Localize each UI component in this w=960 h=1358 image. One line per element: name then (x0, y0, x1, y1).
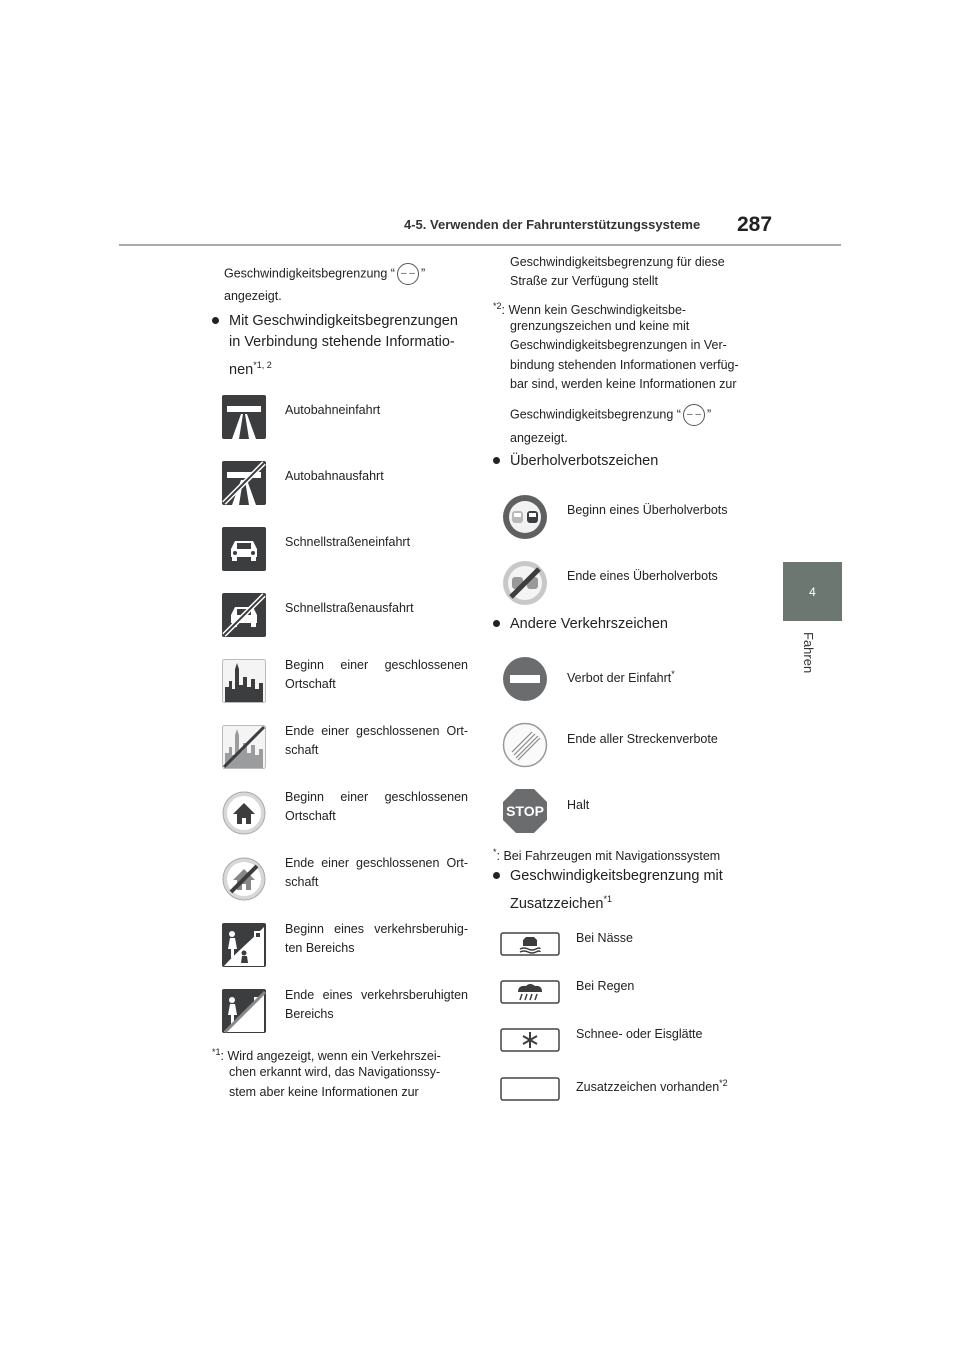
wet-road-plate-icon (500, 932, 560, 956)
motorway-exit-icon (222, 461, 266, 505)
supp-label-1: Bei Nässe (576, 931, 633, 945)
overtake-label-2: Ende eines Überholverbots (567, 569, 718, 583)
speed-info-heading (212, 311, 458, 381)
rain-plate-icon (500, 980, 560, 1004)
other-label-3: Halt (567, 798, 590, 812)
supp-label-3: Schnee- oder Eisglätte (576, 1027, 703, 1041)
footnote-2-mark: *2 (493, 301, 502, 311)
overtake-heading-text: Überholverbotszeichen (510, 453, 659, 469)
supp-heading (493, 866, 723, 915)
footnote-2-line2: grenzungszeichen und keine mit (510, 319, 690, 333)
header-rule (119, 244, 841, 246)
sign-label-10b: Bereichs (285, 1007, 334, 1021)
other-heading-text: Andere Verkehrszeichen (510, 616, 668, 632)
bullet-icon (493, 872, 500, 879)
footnote-2-line7: angezeigt. (510, 431, 568, 445)
sign-label-3: Schnellstraßeneinfahrt (285, 535, 411, 549)
footnote-2-line3: Geschwindigkeitsbegrenzungen in Ver- (510, 338, 727, 352)
intro-line1-end: ” (420, 266, 426, 281)
footnote-2-line5: bar sind, werden keine Informationen zur (510, 377, 737, 391)
sign-label-5b: Ortschaft (285, 677, 336, 691)
footnote-2-line1: : Wenn kein Geschwindigkeitsbe- (501, 303, 687, 318)
sign-label-1: Autobahneinfahrt (285, 403, 381, 417)
sign-label-10a: Ende eines verkehrsberuhigten (285, 988, 468, 1002)
supp-label-4-text: Zusatzzeichen vorhanden (576, 1080, 720, 1095)
sign-label-8b: schaft (285, 875, 319, 889)
sign-label-9b: ten Bereichs (285, 941, 355, 955)
supp-heading-sup: *1 (603, 894, 613, 904)
traffic-calmed-begin-icon (222, 923, 266, 967)
footnote-2-line6-text: Geschwindigkeitsbegrenzung “ (510, 407, 681, 422)
supp-heading-line2: Zusatzzeichen (510, 895, 604, 912)
supplementary-plate-icon (500, 1077, 560, 1101)
no-overtaking-begin-icon (502, 494, 548, 540)
cont-line1: Geschwindigkeitsbegrenzung für diese (510, 255, 725, 269)
footnote-3 (493, 843, 720, 866)
traffic-calmed-end-icon (222, 989, 266, 1033)
footnote-3-mark: * (493, 847, 497, 857)
overtake-heading (493, 451, 658, 472)
other-label-1 (567, 665, 675, 688)
footnote-2-line6 (510, 404, 711, 426)
overtake-label-1: Beginn eines Überholverbots (567, 503, 728, 517)
residential-begin-icon (222, 791, 266, 835)
other-heading (493, 614, 668, 635)
town-begin-icon (222, 659, 266, 703)
section-title: 4-5. Verwenden der Fahrunterstützungssysteme (404, 217, 701, 232)
sign-label-6a: Ende einer geschlossenen Ort- (285, 724, 468, 738)
chapter-tab: 4 (783, 562, 842, 621)
supp-label-4-sup: *2 (719, 1078, 728, 1088)
chapter-label: Fahren (801, 632, 816, 674)
heading-line2: in Verbindung stehende Informatio- (229, 334, 455, 350)
town-end-icon (222, 725, 266, 769)
intro-text (224, 263, 425, 285)
footnote-1-line2: chen erkannt wird, das Navigationssy- (229, 1065, 441, 1079)
other-label-1-text: Verbot der Einfahrt (567, 671, 672, 686)
intro-line1: Geschwindigkeitsbegrenzung “ (224, 266, 395, 281)
supp-label-2: Bei Regen (576, 979, 635, 993)
sign-label-9a: Beginn eines verkehrsberuhig- (285, 922, 468, 936)
footnote-1-line1: : Wird angezeigt, wenn ein Verkehrszei- (220, 1049, 441, 1064)
other-label-1-sup: * (671, 669, 675, 679)
page-number: 287 (737, 213, 773, 236)
footnote-2-line4: bindung stehenden Informationen verfüg- (510, 358, 739, 372)
footnote-2-line6-end: ” (706, 407, 712, 422)
bullet-icon (212, 317, 219, 324)
bullet-icon (493, 457, 500, 464)
sign-label-8a: Ende einer geschlossenen Ort- (285, 856, 468, 870)
other-label-2: Ende aller Streckenverbote (567, 732, 718, 746)
sign-label-6b: schaft (285, 743, 319, 757)
no-limit-icon: – – (397, 263, 419, 285)
bullet-icon (493, 620, 500, 627)
footnote-1-line3: stem aber keine Informationen zur (229, 1085, 419, 1099)
snow-ice-plate-icon (500, 1028, 560, 1052)
intro-line2: angezeigt. (224, 289, 282, 303)
no-overtaking-end-icon (502, 560, 548, 606)
heading-sup: *1, 2 (253, 360, 272, 370)
expressway-exit-icon (222, 593, 266, 637)
heading-line3: nen (229, 361, 254, 378)
sign-label-5a: Beginn einer geschlossenen (285, 658, 468, 672)
no-entry-icon (502, 656, 548, 702)
motorway-entry-icon (222, 395, 266, 439)
sign-label-2: Autobahnausfahrt (285, 469, 384, 483)
cont-line2: Straße zur Verfügung stellt (510, 274, 658, 288)
supp-heading-line1: Geschwindigkeitsbegrenzung mit (510, 868, 723, 884)
end-all-restrictions-icon (502, 722, 548, 768)
sign-label-4: Schnellstraßenausfahrt (285, 601, 414, 615)
expressway-entry-icon (222, 527, 266, 571)
footnote-1-mark: *1 (212, 1047, 221, 1057)
supp-label-4 (576, 1074, 728, 1097)
sign-label-7b: Ortschaft (285, 809, 336, 823)
no-limit-icon-2: – – (683, 404, 705, 426)
stop-sign-text: STOP (506, 803, 544, 819)
footnote-3-text: : Bei Fahrzeugen mit Navigationssystem (496, 849, 721, 864)
heading-line1: Mit Geschwindigkeitsbegrenzungen (229, 313, 458, 329)
residential-end-icon (222, 857, 266, 901)
sign-label-7a: Beginn einer geschlossenen (285, 790, 468, 804)
